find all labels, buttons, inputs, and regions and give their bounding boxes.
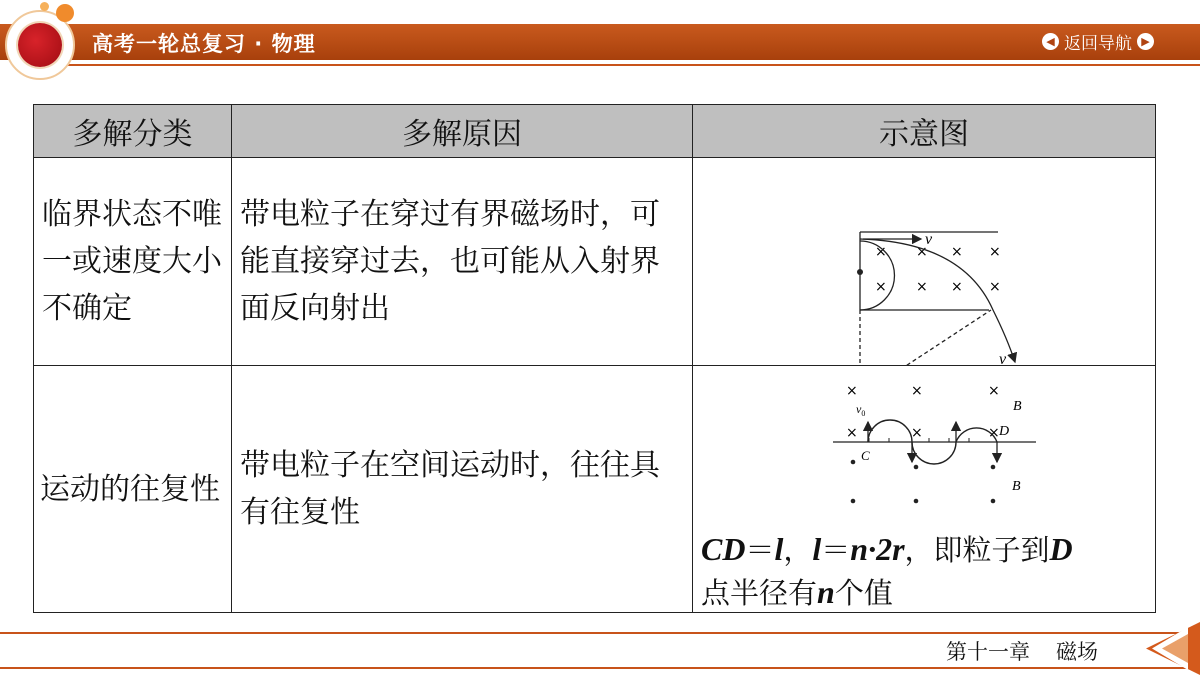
arrow-right-icon[interactable]: ▶ [1137,33,1154,50]
label-c: C [861,448,870,463]
row2-diagram-cell [693,366,1156,613]
label-d: D [999,424,1010,439]
velocity-label-exit: v [999,351,1007,365]
multi-solution-table [33,104,1156,613]
field-cross: × [988,425,1000,441]
radius-dashed-line [860,310,991,365]
arrow-left-icon[interactable]: ◀ [1042,33,1059,50]
field-cross: × [951,279,963,295]
field-cross: × [989,279,1001,295]
field-cross: × [988,383,1000,399]
next-page-chevron-icon[interactable] [1128,622,1200,675]
field-cross: × [916,279,928,295]
row1-reason-cell [232,158,693,366]
row1-category-cell [34,158,232,366]
reciprocating-motion-diagram [693,366,1156,516]
label-b-lower: B [1012,479,1021,494]
header-diagram: 示意图 [693,105,1156,158]
small-arc-center [857,269,863,275]
boundary-field-diagram [693,158,1156,365]
row2-reason: 带电粒子在空间运动时，往往具有往复性 [240,448,660,530]
field-cross: × [846,383,858,399]
topic-label: 磁场 [1056,640,1098,664]
field-cross: × [846,425,858,441]
header-reason: 多解原因 [232,105,693,158]
label-b-upper: B [1013,399,1022,414]
logo-dot-small [40,2,49,11]
velocity-label-top: v [925,231,933,248]
field-cross: × [875,244,887,260]
table-header-row [34,105,1156,158]
logo-icon [18,23,62,67]
footer-divider-top [0,632,1200,634]
table-row [34,366,1156,613]
row2-reason-cell [232,366,693,613]
formula-text: CD＝l，l＝n·2r，即粒子到D 点半径有n个值 [701,531,1073,610]
table-row [34,158,1156,366]
field-cross: × [951,244,963,260]
footer-chapter [946,636,1098,666]
logo-dot-large [56,4,74,22]
row1-reason: 带电粒子在穿过有界磁场时，可能直接穿过去，也可能从入射界面反向射出 [240,197,660,326]
back-navigation-button[interactable] [1042,28,1154,54]
row1-category: 临界状态不唯一或速度大小不确定 [42,197,222,326]
row1-diagram-cell [693,158,1156,366]
row2-category-cell [34,366,232,613]
field-cross: × [911,383,923,399]
footer-divider-bottom [0,667,1200,669]
page-title: 高考一轮总复习 · 物理 [92,32,316,56]
field-cross: × [911,425,923,441]
back-navigation-label[interactable]: 返回导航 [1064,33,1132,54]
field-cross: × [916,244,928,260]
header-category: 多解分类 [34,105,232,158]
row2-category: 运动的往复性 [40,471,220,507]
field-cross: × [875,279,887,295]
velocity-label-v0: $v_0$ [856,402,866,418]
field-cross: × [989,244,1001,260]
chapter-label: 第十一章 [946,640,1030,664]
header-divider [60,64,1200,66]
